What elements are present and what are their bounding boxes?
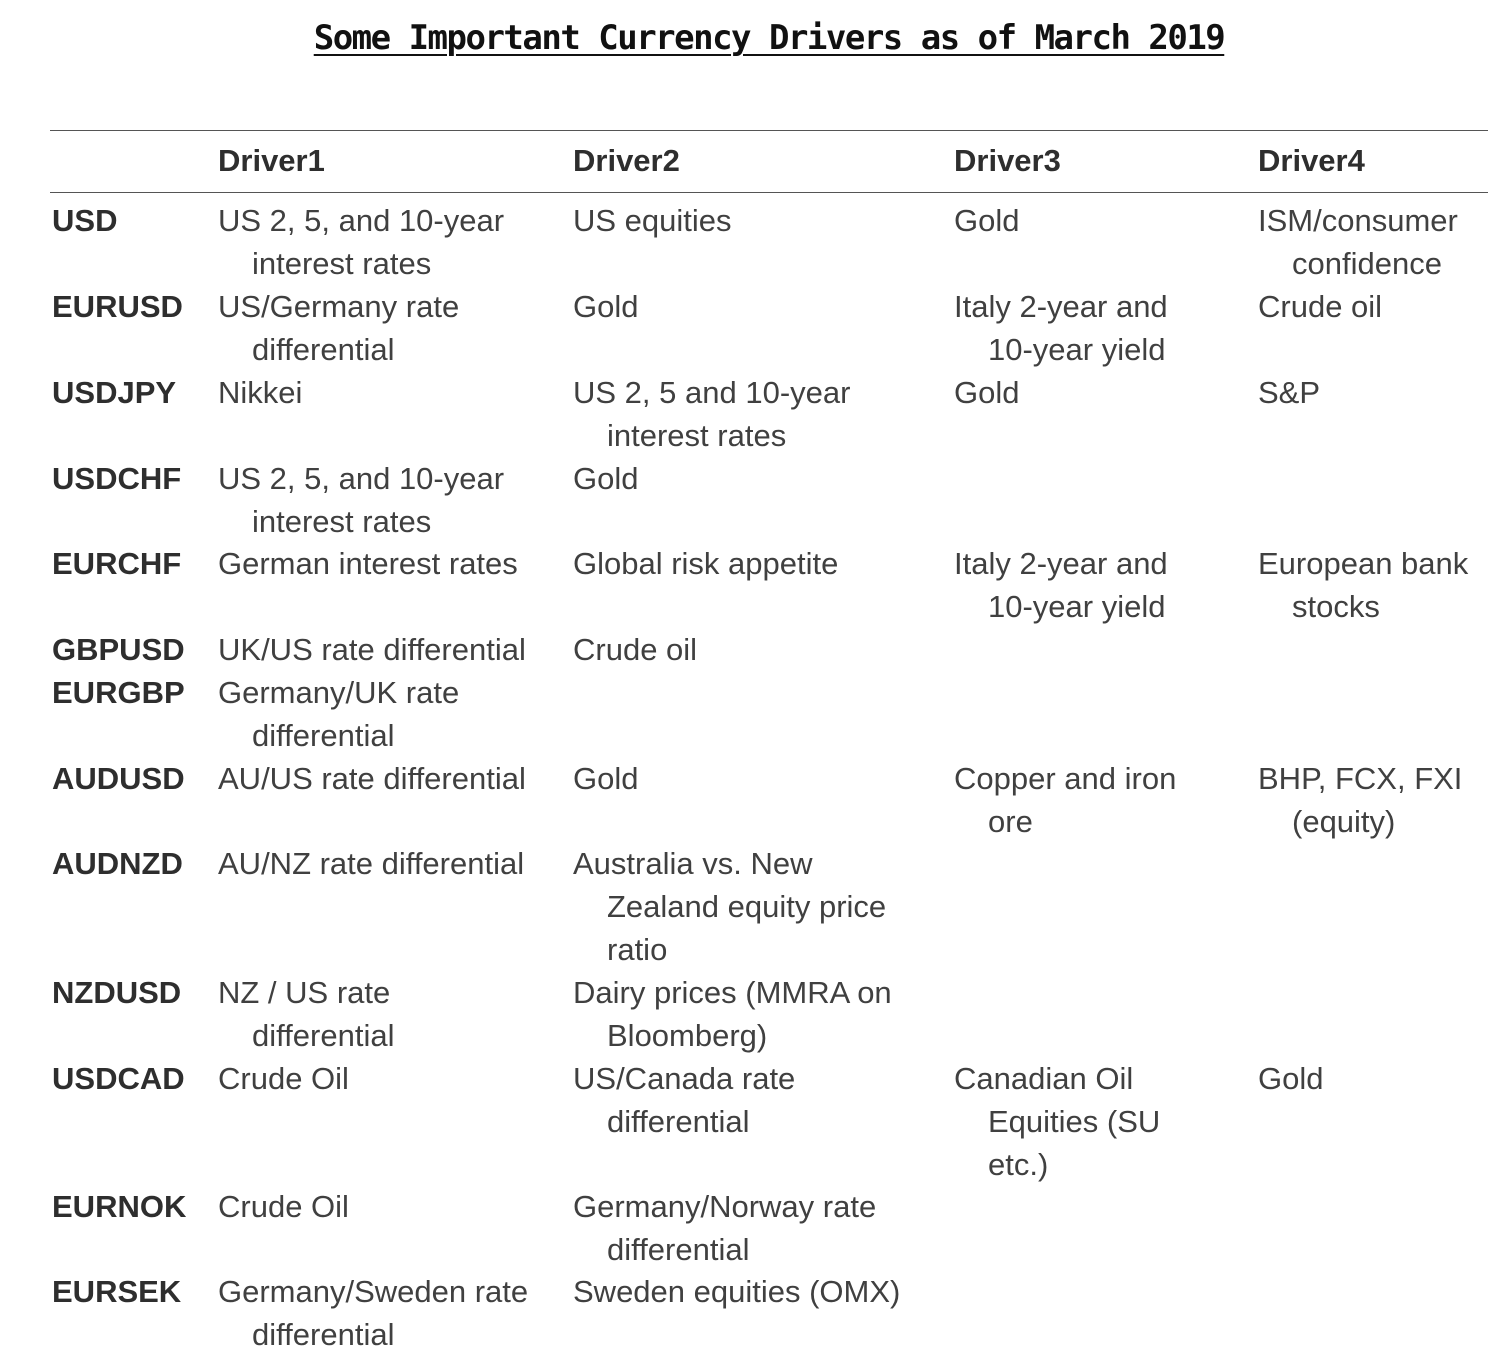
- driver-cell: Copper and iron: [954, 761, 1177, 796]
- driver-cell: Crude Oil: [218, 1189, 349, 1224]
- driver-cell: Germany/Sweden rate: [218, 1274, 529, 1309]
- driver-cell: Italy 2-year and: [954, 289, 1168, 324]
- driver-cell: Sweden equities (OMX): [573, 1274, 901, 1309]
- driver-cell: Equities (SU: [988, 1104, 1161, 1139]
- driver-cell: Dairy prices (MMRA on: [573, 975, 892, 1010]
- header-driver2: Driver2: [573, 143, 680, 178]
- driver-cell: Global risk appetite: [573, 546, 839, 581]
- header-driver4: Driver4: [1258, 143, 1365, 178]
- driver-cell: US 2, 5 and 10-year: [573, 375, 851, 410]
- table-top-rule: [50, 130, 1488, 131]
- driver-cell: US 2, 5, and 10-year: [218, 461, 505, 496]
- driver-cell: Gold: [954, 375, 1020, 410]
- driver-cell: Zealand equity price: [607, 889, 887, 924]
- driver-cell: Gold: [954, 203, 1020, 238]
- driver-cell: differential: [252, 718, 395, 753]
- currency-pair: GBPUSD: [52, 632, 185, 667]
- currency-pair: USDCAD: [52, 1061, 185, 1096]
- driver-cell: differential: [252, 1317, 395, 1352]
- currency-pair: EURUSD: [52, 289, 183, 324]
- currency-pair: EURGBP: [52, 675, 185, 710]
- driver-cell: AU/US rate differential: [218, 761, 526, 796]
- driver-cell: stocks: [1292, 589, 1380, 624]
- driver-cell: ISM/consumer: [1258, 203, 1458, 238]
- currency-pair: NZDUSD: [52, 975, 182, 1010]
- driver-cell: differential: [252, 1018, 395, 1053]
- driver-cell: etc.): [988, 1147, 1049, 1182]
- currency-pair: EURCHF: [52, 546, 182, 581]
- driver-cell: European bank: [1258, 546, 1469, 581]
- currency-pair: AUDNZD: [52, 846, 183, 881]
- driver-cell: (equity): [1292, 804, 1396, 839]
- driver-cell: 10-year yield: [988, 332, 1166, 367]
- driver-cell: differential: [252, 332, 395, 367]
- page-title: Some Important Currency Drivers as of March 2019: [313, 18, 1225, 58]
- currency-pair: EURNOK: [52, 1189, 187, 1224]
- driver-cell: Gold: [573, 761, 639, 796]
- currency-pair: USDJPY: [52, 375, 177, 410]
- header-driver3: Driver3: [954, 143, 1061, 178]
- driver-cell: Germany/UK rate: [218, 675, 460, 710]
- driver-cell: differential: [607, 1104, 750, 1139]
- driver-cell: Crude oil: [1258, 289, 1383, 324]
- driver-cell: ratio: [607, 932, 668, 967]
- header-driver1: Driver1: [218, 143, 325, 178]
- table-header-rule: [50, 192, 1488, 193]
- driver-cell: Gold: [573, 461, 639, 496]
- driver-cell: differential: [607, 1232, 750, 1267]
- driver-cell: S&P: [1258, 375, 1321, 410]
- driver-cell: Italy 2-year and: [954, 546, 1168, 581]
- driver-cell: Gold: [1258, 1061, 1324, 1096]
- driver-cell: 10-year yield: [988, 589, 1166, 624]
- driver-cell: US/Germany rate: [218, 289, 460, 324]
- driver-cell: interest rates: [252, 246, 432, 281]
- driver-cell: BHP, FCX, FXI: [1258, 761, 1463, 796]
- driver-cell: Crude Oil: [218, 1061, 349, 1096]
- driver-cell: German interest rates: [218, 546, 518, 581]
- driver-cell: interest rates: [607, 418, 787, 453]
- driver-cell: ore: [988, 804, 1033, 839]
- driver-cell: US 2, 5, and 10-year: [218, 203, 505, 238]
- driver-cell: Germany/Norway rate: [573, 1189, 877, 1224]
- driver-cell: Canadian Oil: [954, 1061, 1134, 1096]
- driver-cell: Crude oil: [573, 632, 698, 667]
- driver-cell: Australia vs. New: [573, 846, 813, 881]
- driver-cell: interest rates: [252, 504, 432, 539]
- driver-cell: AU/NZ rate differential: [218, 846, 525, 881]
- currency-pair: EURSEK: [52, 1274, 182, 1309]
- currency-pair: USD: [52, 203, 118, 238]
- currency-pair: USDCHF: [52, 461, 182, 496]
- driver-cell: Gold: [573, 289, 639, 324]
- currency-pair: AUDUSD: [52, 761, 185, 796]
- driver-cell: UK/US rate differential: [218, 632, 526, 667]
- driver-cell: US equities: [573, 203, 732, 238]
- driver-cell: Nikkei: [218, 375, 303, 410]
- driver-cell: Bloomberg): [607, 1018, 768, 1053]
- driver-cell: NZ / US rate: [218, 975, 391, 1010]
- driver-cell: US/Canada rate: [573, 1061, 796, 1096]
- driver-cell: confidence: [1292, 246, 1442, 281]
